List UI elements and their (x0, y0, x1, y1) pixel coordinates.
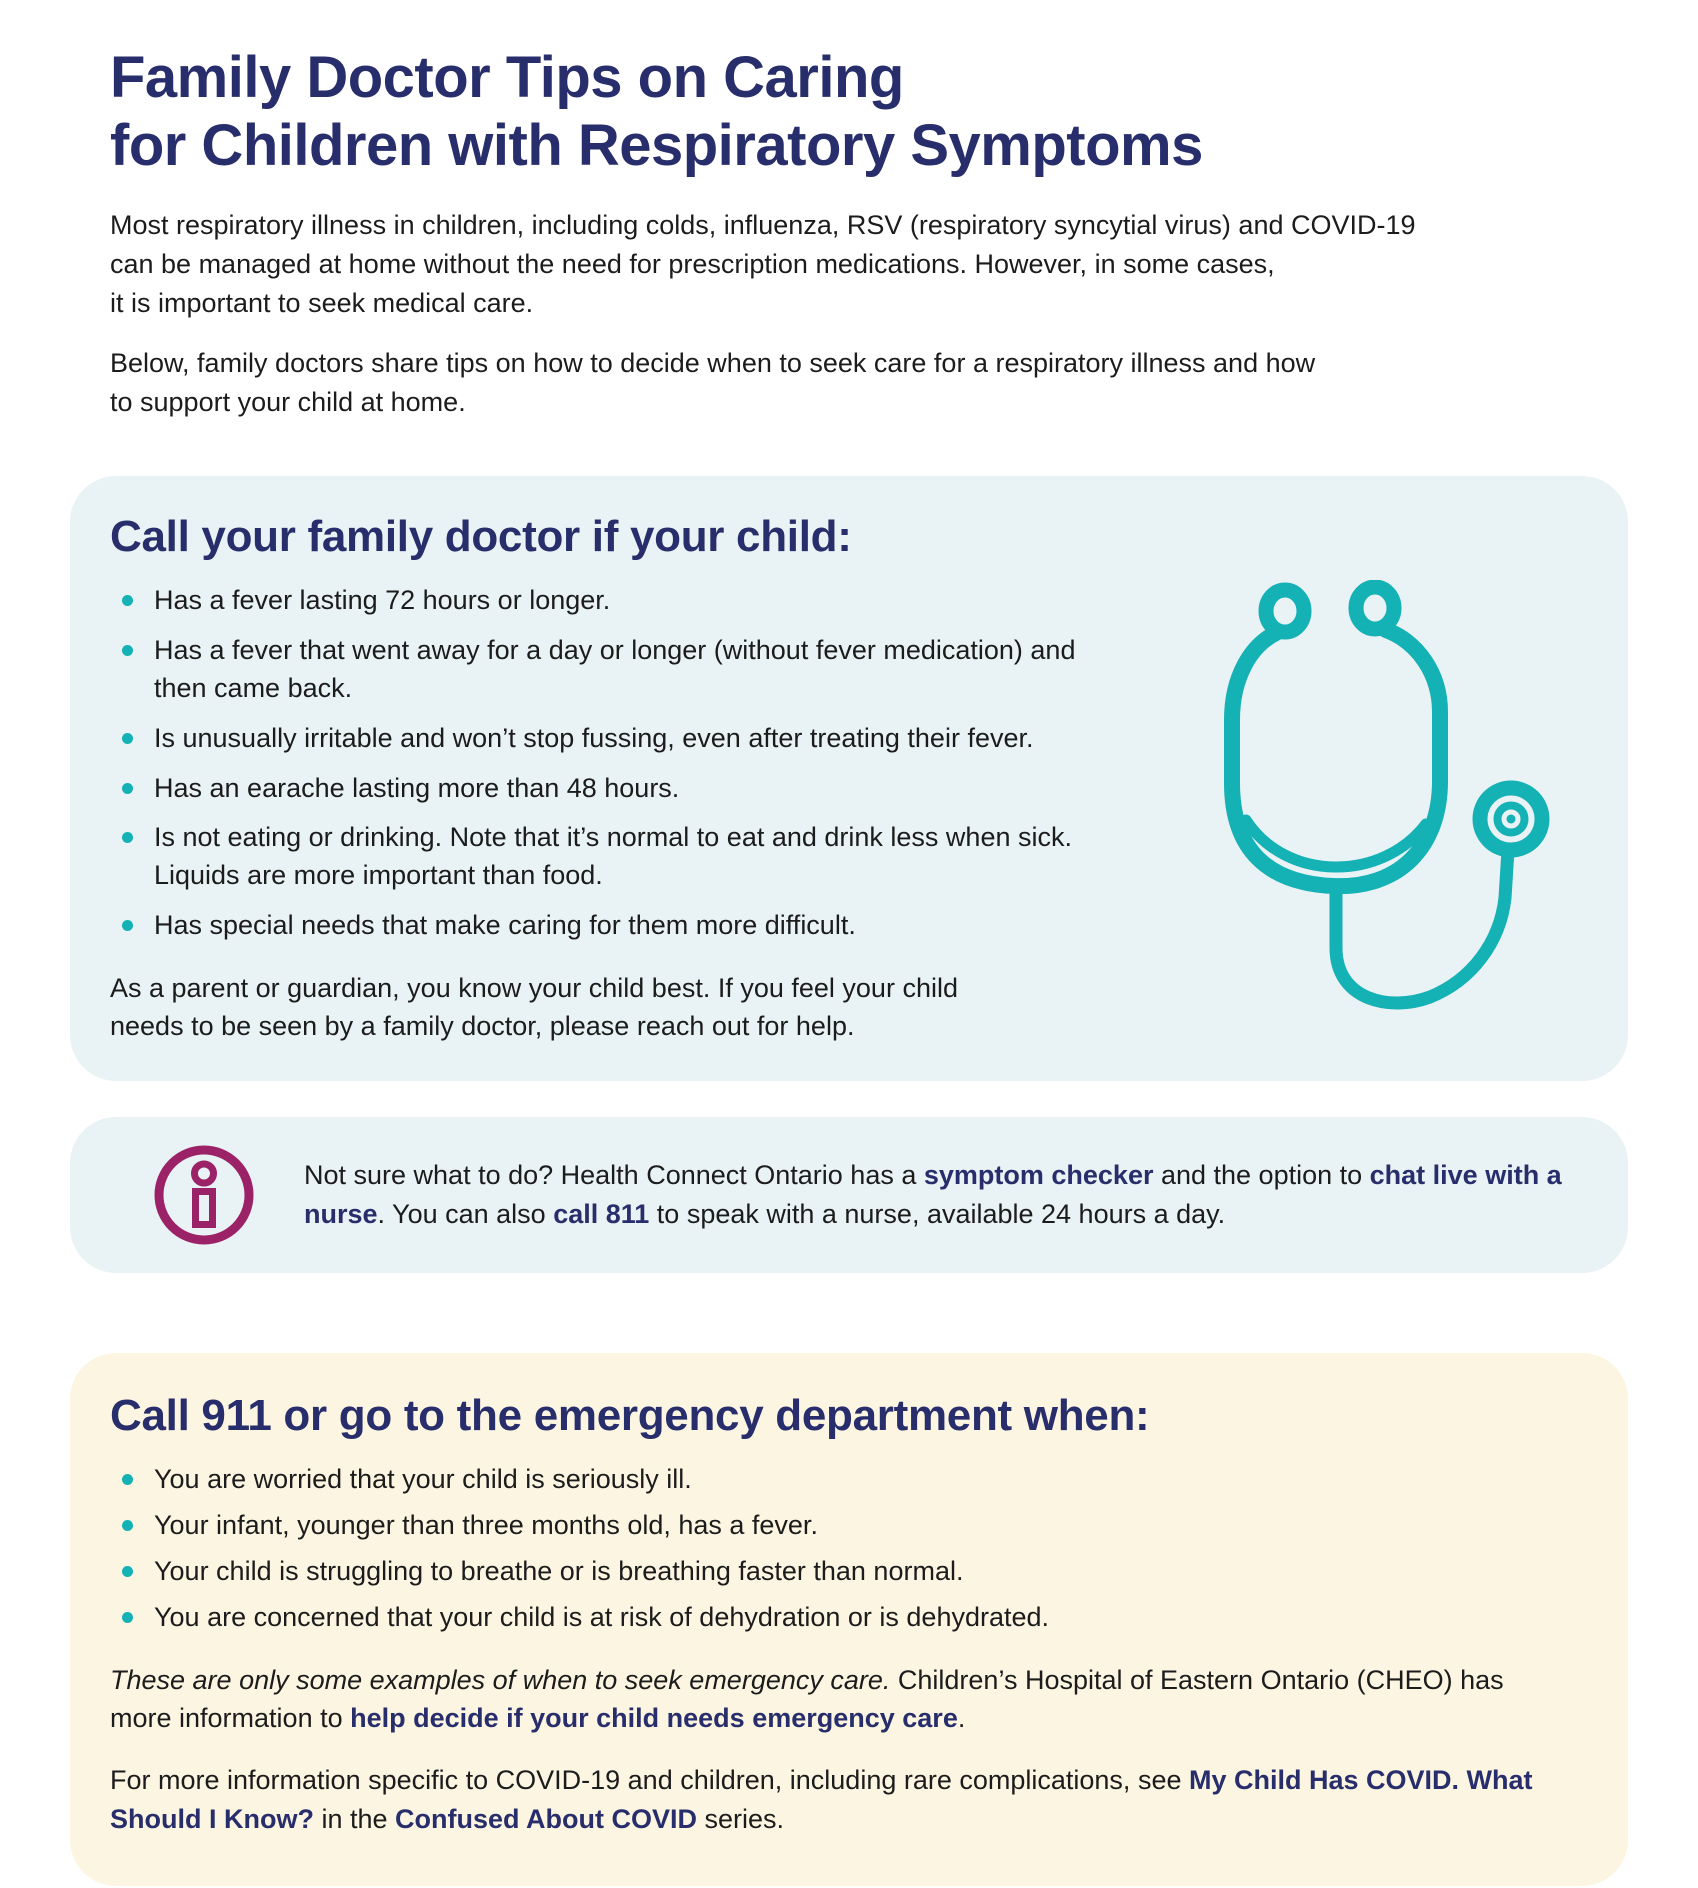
list-item-text: Has a fever lasting 72 hours or longer. (154, 585, 611, 616)
emergency-note-italic: These are only some examples of when to seek emergency care. (110, 1664, 891, 1695)
bullet-dot-icon (122, 920, 133, 931)
intro-line: can be managed at home without the need for prescription medications. However, in some cases, (110, 248, 1275, 279)
list-item (110, 582, 1090, 620)
bullet-dot-icon (122, 1520, 133, 1531)
info-text-run: and the option to (1153, 1160, 1370, 1191)
list-item (110, 720, 1090, 758)
emergency-list (110, 1461, 1568, 1636)
list-item (110, 1553, 1510, 1591)
info-text-run: to speak with a nurse, available 24 hours a day. (649, 1199, 1226, 1230)
bullet-dot-icon (122, 832, 133, 843)
bullet-dot-icon (122, 733, 133, 744)
covid-note-run: series. (697, 1803, 785, 1834)
parent-guardian-note (110, 969, 1208, 1046)
bullet-dot-icon (122, 1566, 133, 1577)
intro-line: Most respiratory illness in children, including colds, influenza, RSV (respiratory syncytial virus) and COVID-19 (110, 209, 1416, 240)
main-title (110, 44, 1628, 180)
list-item-text: Your infant, younger than three months old, has a fever. (154, 1510, 818, 1541)
intro-line: to support your child at home. (110, 387, 466, 418)
main-title-line-2: for Children with Respiratory Symptoms (110, 112, 1203, 178)
list-item (110, 1507, 1510, 1545)
intro-paragraph-2 (110, 344, 1628, 422)
link-cheo-emergency-care[interactable]: help decide if your child needs emergency care (350, 1702, 958, 1733)
list-item-text: Your child is struggling to breathe or is breathing faster than normal. (154, 1556, 964, 1587)
emergency-note-run: . (957, 1702, 966, 1733)
list-item (110, 632, 1090, 708)
intro-paragraph-1 (110, 206, 1628, 323)
health-connect-info-box (70, 1117, 1628, 1273)
covid-note-run: in the (313, 1803, 396, 1834)
list-item-text: Is unusually irritable and won’t stop fussing, even after treating their fever. (154, 722, 1034, 753)
intro-line: it is important to seek medical care. (110, 288, 534, 318)
list-item-text: You are concerned that your child is at risk of dehydration or is dehydrated. (154, 1601, 1050, 1632)
list-item-text: Has an earache lasting more than 48 hours. (154, 772, 680, 803)
list-item-text: Has a fever that went away for a day or longer (without fever medication) and then came back. (154, 635, 1076, 704)
list-item-text: Is not eating or drinking. Note that it’s normal to eat and drink less when sick. Liquids are more important than food. (154, 822, 1072, 891)
intro-line: Below, family doctors share tips on how to decide when to seek care for a respiratory illness and how (110, 348, 1316, 379)
emergency-note-run: Children’s Hospital of Eastern Ontario (CHEO) has more information to (110, 1664, 1504, 1733)
note-line: As a parent or guardian, you know your child best. If you feel your child (110, 972, 958, 1003)
bullet-dot-icon (122, 1474, 133, 1485)
link-call-811[interactable]: call 811 (553, 1199, 650, 1230)
emergency-examples-note (110, 1661, 1568, 1738)
bullet-dot-icon (122, 1612, 133, 1623)
list-item (110, 819, 1090, 895)
bullet-dot-icon (122, 783, 133, 794)
list-item (110, 1599, 1510, 1637)
call-doctor-section (70, 476, 1628, 1081)
stethoscope-icon (1212, 580, 1562, 1020)
list-item (110, 907, 1090, 945)
covid-note-run: For more information specific to COVID-19 and children, including rare complications, see (110, 1765, 1189, 1796)
bullet-dot-icon (122, 595, 133, 606)
info-text-run: . You can also (377, 1199, 554, 1230)
call-doctor-heading: Call your family doctor if your child: (110, 512, 852, 562)
list-item (110, 1461, 1510, 1499)
main-title-line-1: Family Doctor Tips on Caring (110, 45, 904, 110)
list-item (110, 770, 1090, 808)
info-text (304, 1156, 1578, 1234)
list-item-text: Has special needs that make caring for them more difficult. (154, 910, 856, 940)
list-item-text: You are worried that your child is seriously ill. (154, 1464, 692, 1495)
doctor-symptom-list (110, 582, 1208, 944)
emergency-section (70, 1353, 1628, 1886)
covid-info-note (110, 1761, 1568, 1838)
link-confused-about-covid[interactable]: Confused About COVID (395, 1803, 698, 1834)
link-symptom-checker[interactable]: symptom checker (923, 1160, 1154, 1191)
info-text-run: Not sure what to do? Health Connect Ontario has a (304, 1160, 924, 1191)
bullet-dot-icon (122, 645, 133, 656)
link-my-child-has-covid[interactable]: My Child Has COVID. What Should I Know? (110, 1765, 1533, 1834)
link-chat-live-with-nurse[interactable]: chat live with a nurse (304, 1160, 1562, 1230)
info-icon (152, 1143, 256, 1247)
emergency-heading: Call 911 or go to the emergency department when: (110, 1391, 1150, 1441)
note-line: needs to be seen by a family doctor, please reach out for help. (110, 1011, 855, 1042)
